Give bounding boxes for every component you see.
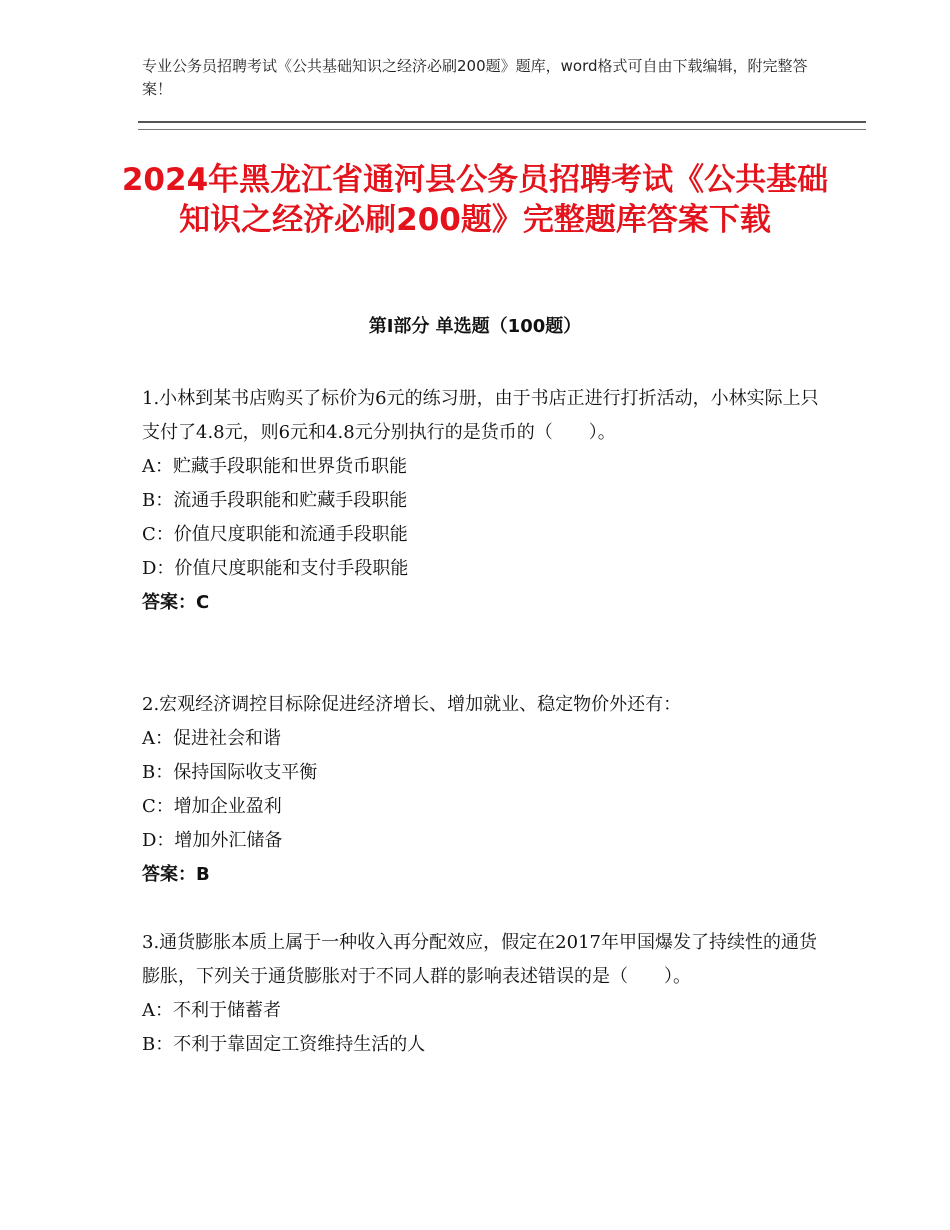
- option-d: D：价值尺度职能和支付手段职能: [142, 558, 409, 579]
- answer: 答案：C: [142, 592, 210, 613]
- document-title: 2024年黑龙江省通河县公务员招聘考试《公共基础知识之经济必刷200题》完整题库答案下载: [121, 162, 829, 238]
- question-stem: 3.通货膨胀本质上属于一种收入再分配效应，假定在2017年甲国爆发了持续性的通货膨胀，下列关于通货膨胀对于不同人群的影响表述错误的是（ ）。: [142, 932, 817, 987]
- question-3: [142, 926, 822, 1062]
- question-1: [142, 382, 822, 620]
- option-a: A：促进社会和谐: [142, 728, 281, 749]
- header-note: 专业公务员招聘考试《公共基础知识之经济必刷200题》题库，word格式可自由下载编辑，附完整答案！: [142, 57, 808, 98]
- option-b: B：保持国际收支平衡: [142, 762, 318, 783]
- option-a: A：贮藏手段职能和世界货币职能: [142, 456, 407, 477]
- option-b: B：不利于靠固定工资维持生活的人: [142, 1034, 426, 1055]
- option-b: B：流通手段职能和贮藏手段职能: [142, 490, 408, 511]
- header-divider: [138, 121, 866, 130]
- question-stem: 2.宏观经济调控目标除促进经济增长、增加就业、稳定物价外还有：: [142, 694, 682, 715]
- question-2: [142, 688, 822, 892]
- answer: 答案：B: [142, 864, 210, 885]
- section-heading: 第Ⅰ部分 单选题（100题）: [368, 316, 582, 337]
- option-c: C：增加企业盈利: [142, 796, 282, 817]
- option-a: A：不利于储蓄者: [142, 1000, 281, 1021]
- option-d: D：增加外汇储备: [142, 830, 283, 851]
- question-stem: 1.小林到某书店购买了标价为6元的练习册，由于书店正进行打折活动，小林实际上只支付了4.8元，则6元和4.8元分别执行的是货币的（ ）。: [142, 388, 819, 443]
- option-c: C：价值尺度职能和流通手段职能: [142, 524, 408, 545]
